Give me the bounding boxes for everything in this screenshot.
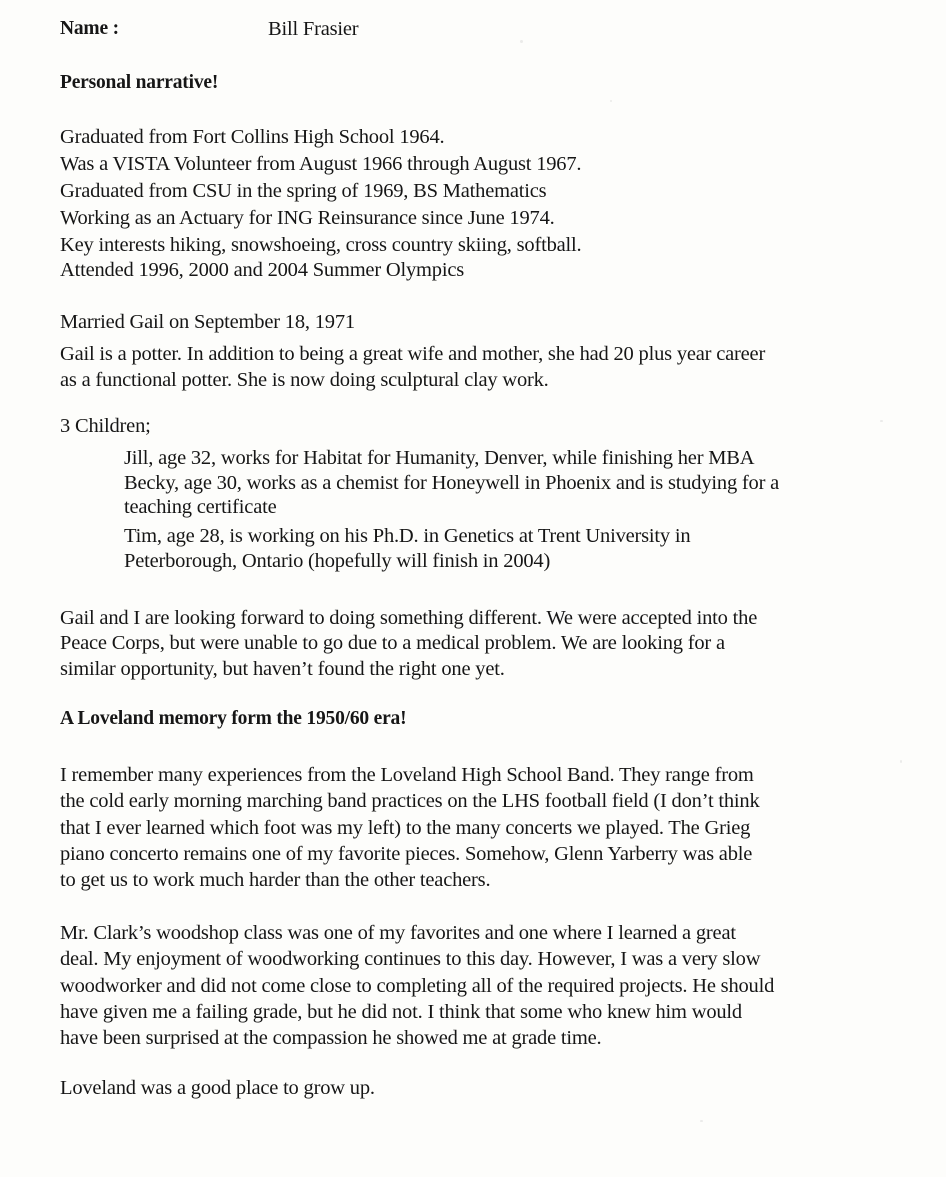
child-line: Tim, age 28, is working on his Ph.D. in Genetics at Trent University in <box>124 525 691 547</box>
closing-line: Loveland was a good place to grow up. <box>60 1077 375 1099</box>
fact-line: Was a VISTA Volunteer from August 1966 through August 1967. <box>60 153 582 175</box>
child-line: Becky, age 30, works as a chemist for Honeywell in Phoenix and is studying for a <box>124 472 780 494</box>
fact-line: Graduated from Fort Collins High School 1964. <box>60 126 445 148</box>
woodshop-line: Mr. Clark’s woodshop class was one of my favorites and one where I learned a great <box>60 922 736 944</box>
scan-speck <box>900 760 902 763</box>
children-heading: 3 Children; <box>60 415 151 437</box>
future-line: Peace Corps, but were unable to go due to a medical problem. We are looking for a <box>60 632 725 654</box>
band-line: piano concerto remains one of my favorite pieces. Somehow, Glenn Yarberry was able <box>60 843 753 865</box>
section-title-personal-narrative: Personal narrative! <box>60 72 219 93</box>
scan-speck <box>880 420 883 422</box>
child-line: teaching certificate <box>124 496 277 518</box>
band-line: the cold early morning marching band practices on the LHS football field (I don’t think <box>60 790 760 812</box>
child-line: Peterborough, Ontario (hopefully will finish in 2004) <box>124 550 551 572</box>
future-line: Gail and I are looking forward to doing something different. We were accepted into the <box>60 607 758 629</box>
woodshop-line: have given me a failing grade, but he did not. I think that some who knew him would <box>60 1001 742 1023</box>
scan-speck <box>610 100 612 102</box>
woodshop-line: have been surprised at the compassion he showed me at grade time. <box>60 1027 602 1049</box>
fact-line: Attended 1996, 2000 and 2004 Summer Olympics <box>60 259 465 281</box>
woodshop-line: woodworker and did not come close to completing all of the required projects. He should <box>60 975 775 997</box>
marriage-line: Gail is a potter. In addition to being a great wife and mother, she had 20 plus year career <box>60 343 766 365</box>
fact-line: Key interests hiking, snowshoeing, cross country skiing, softball. <box>60 234 582 256</box>
section-title-loveland-memory: A Loveland memory form the 1950/60 era! <box>60 708 407 729</box>
band-line: that I ever learned which foot was my left) to the many concerts we played. The Grieg <box>60 817 751 839</box>
scan-speck <box>700 1120 703 1122</box>
marriage-line: Married Gail on September 18, 1971 <box>60 311 355 333</box>
future-line: similar opportunity, but haven’t found the right one yet. <box>60 658 505 680</box>
fact-line: Working as an Actuary for ING Reinsurance since June 1974. <box>60 207 555 229</box>
name-label: Name : <box>60 18 119 39</box>
band-line: I remember many experiences from the Loveland High School Band. They range from <box>60 764 754 786</box>
name-value: Bill Frasier <box>268 18 359 40</box>
marriage-line: as a functional potter. She is now doing sculptural clay work. <box>60 369 549 391</box>
woodshop-line: deal. My enjoyment of woodworking continues to this day. However, I was a very slow <box>60 948 761 970</box>
band-line: to get us to work much harder than the other teachers. <box>60 869 491 891</box>
fact-line: Graduated from CSU in the spring of 1969, BS Mathematics <box>60 180 547 202</box>
child-line: Jill, age 32, works for Habitat for Humanity, Denver, while finishing her MBA <box>124 447 755 469</box>
scan-speck <box>520 40 523 43</box>
